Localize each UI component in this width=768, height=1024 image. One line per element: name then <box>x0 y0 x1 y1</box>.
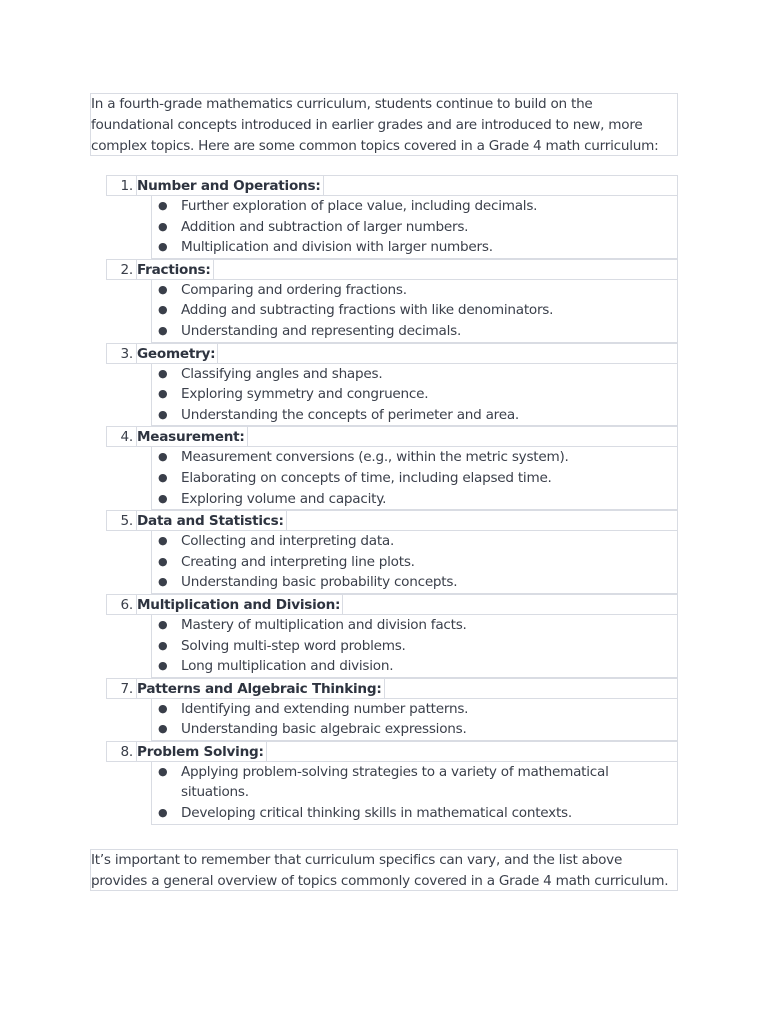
subtopic-text: Multiplication and division with larger numbers. <box>181 239 493 256</box>
subtopic-text: Long multiplication and division. <box>181 658 394 675</box>
subtopic-text: Identifying and extending number patterns. <box>181 700 469 717</box>
subtopic-item <box>152 405 677 426</box>
subtopic-text: Collecting and interpreting data. <box>181 533 395 550</box>
subtopic-item <box>152 489 677 510</box>
topic-heading <box>106 426 678 447</box>
subtopic-item <box>152 803 677 824</box>
intro-line: complex topics. Here are some common topics covered in a Grade 4 math curriculum: <box>91 138 659 154</box>
intro-line: foundational concepts introduced in earlier grades and are introduced to new, more <box>91 117 643 133</box>
bullet-icon: ● <box>158 303 168 317</box>
subtopic-text: Measurement conversions (e.g., within the metric system). <box>181 449 569 466</box>
subtopic-item <box>152 196 677 217</box>
intro-line: In a fourth-grade mathematics curriculum, students continue to build on the <box>91 96 593 112</box>
bullet-icon: ● <box>158 199 168 212</box>
subtopic-item <box>152 699 677 720</box>
topic-title: Fractions: <box>136 259 214 280</box>
subtopic-item <box>152 552 677 573</box>
subtopic-list <box>151 280 678 343</box>
bullet-icon: ● <box>158 240 168 254</box>
topic-heading <box>106 343 678 364</box>
subtopic-item <box>152 468 677 489</box>
subtopic-item <box>152 762 677 803</box>
topic-number: 4. <box>120 429 133 446</box>
topic-item <box>106 678 678 741</box>
bullet-icon: ● <box>158 638 168 652</box>
subtopic-item <box>152 384 677 405</box>
subtopic-item <box>152 572 677 593</box>
bullet-icon: ● <box>158 387 168 401</box>
subtopic-text: Developing critical thinking skills in mathematical contexts. <box>181 805 572 822</box>
subtopic-text: Applying problem-solving strategies to a variety of mathematical situations. <box>181 763 609 801</box>
bullet-icon: ● <box>158 534 168 548</box>
subtopic-text: Classifying angles and shapes. <box>181 365 383 382</box>
subtopic-text: Understanding basic algebraic expressions. <box>181 721 467 738</box>
topic-title: Data and Statistics: <box>136 510 287 531</box>
topic-item <box>106 259 678 343</box>
closing-line: It’s important to remember that curriculum specifics can vary, and the list above <box>91 852 623 868</box>
bullet-icon: ● <box>158 282 168 296</box>
topic-title: Measurement: <box>136 426 248 447</box>
topic-item <box>106 741 678 825</box>
bullet-icon: ● <box>158 701 168 715</box>
topic-title: Patterns and Algebraic Thinking: <box>136 678 385 699</box>
subtopic-list <box>151 762 678 825</box>
topic-item <box>106 426 678 510</box>
topic-heading <box>106 678 678 699</box>
subtopic-text: Mastery of multiplication and division facts. <box>181 616 467 633</box>
topic-title: Geometry: <box>136 343 218 364</box>
subtopic-text: Elaborating on concepts of time, including elapsed time. <box>181 469 552 486</box>
subtopic-text: Solving multi-step word problems. <box>181 637 406 654</box>
topic-number: 8. <box>120 743 133 760</box>
topic-heading <box>106 175 678 196</box>
subtopic-item <box>152 531 677 552</box>
topic-item <box>106 343 678 427</box>
bullet-icon: ● <box>158 806 168 820</box>
topic-number: 3. <box>120 345 133 362</box>
intro-paragraph <box>90 93 678 156</box>
closing-paragraph <box>90 849 678 891</box>
subtopic-list <box>151 699 678 741</box>
topic-title: Number and Operations: <box>136 175 324 196</box>
subtopic-item <box>152 615 677 636</box>
bullet-icon: ● <box>158 323 168 337</box>
topic-number: 6. <box>120 596 133 613</box>
topic-number: 2. <box>120 261 133 278</box>
topic-item <box>106 594 678 678</box>
subtopic-text: Exploring volume and capacity. <box>181 490 387 507</box>
subtopic-item <box>152 217 677 238</box>
subtopic-list <box>151 531 678 594</box>
subtopic-text: Addition and subtraction of larger numbers. <box>181 218 469 235</box>
subtopic-item <box>152 280 677 301</box>
bullet-icon: ● <box>158 450 168 464</box>
topic-title: Multiplication and Division: <box>136 594 343 615</box>
topic-heading <box>106 510 678 531</box>
subtopic-text: Creating and interpreting line plots. <box>181 553 415 570</box>
subtopic-text: Understanding basic probability concepts. <box>181 574 458 591</box>
bullet-icon: ● <box>158 366 168 380</box>
subtopic-item <box>152 321 677 342</box>
topic-heading <box>106 741 678 762</box>
topic-heading <box>106 594 678 615</box>
subtopic-text: Comparing and ordering fractions. <box>181 281 407 298</box>
topic-number: 1. <box>120 178 133 194</box>
topic-number: 5. <box>120 513 133 530</box>
subtopic-item <box>152 300 677 321</box>
subtopic-item <box>152 364 677 385</box>
bullet-icon: ● <box>158 470 168 484</box>
subtopic-text: Exploring symmetry and congruence. <box>181 386 429 403</box>
closing-line: provides a general overview of topics commonly covered in a Grade 4 math curriculum. <box>91 873 669 889</box>
topic-number: 7. <box>120 680 133 697</box>
subtopic-text: Understanding and representing decimals. <box>181 322 462 339</box>
subtopic-item <box>152 447 677 468</box>
subtopic-text: Understanding the concepts of perimeter and area. <box>181 406 519 423</box>
subtopic-item <box>152 656 677 677</box>
subtopic-item <box>152 719 677 740</box>
subtopic-list <box>151 615 678 678</box>
bullet-icon: ● <box>158 407 168 421</box>
subtopic-text: Adding and subtracting fractions with like denominators. <box>181 302 554 319</box>
subtopic-list <box>151 447 678 510</box>
subtopic-list <box>151 196 678 259</box>
bullet-icon: ● <box>158 617 168 631</box>
topic-list <box>106 175 678 825</box>
subtopic-item <box>152 237 677 258</box>
topic-title: Problem Solving: <box>136 741 267 762</box>
bullet-icon: ● <box>158 491 168 505</box>
subtopic-item <box>152 636 677 657</box>
bullet-icon: ● <box>158 554 168 568</box>
bullet-icon: ● <box>158 722 168 736</box>
subtopic-text: Further exploration of place value, including decimals. <box>181 198 538 214</box>
subtopic-list <box>151 364 678 427</box>
topic-item <box>106 510 678 594</box>
topic-heading <box>106 259 678 280</box>
bullet-icon: ● <box>158 575 168 589</box>
bullet-icon: ● <box>158 764 168 778</box>
topic-item <box>106 175 678 259</box>
bullet-icon: ● <box>158 659 168 673</box>
bullet-icon: ● <box>158 219 168 233</box>
